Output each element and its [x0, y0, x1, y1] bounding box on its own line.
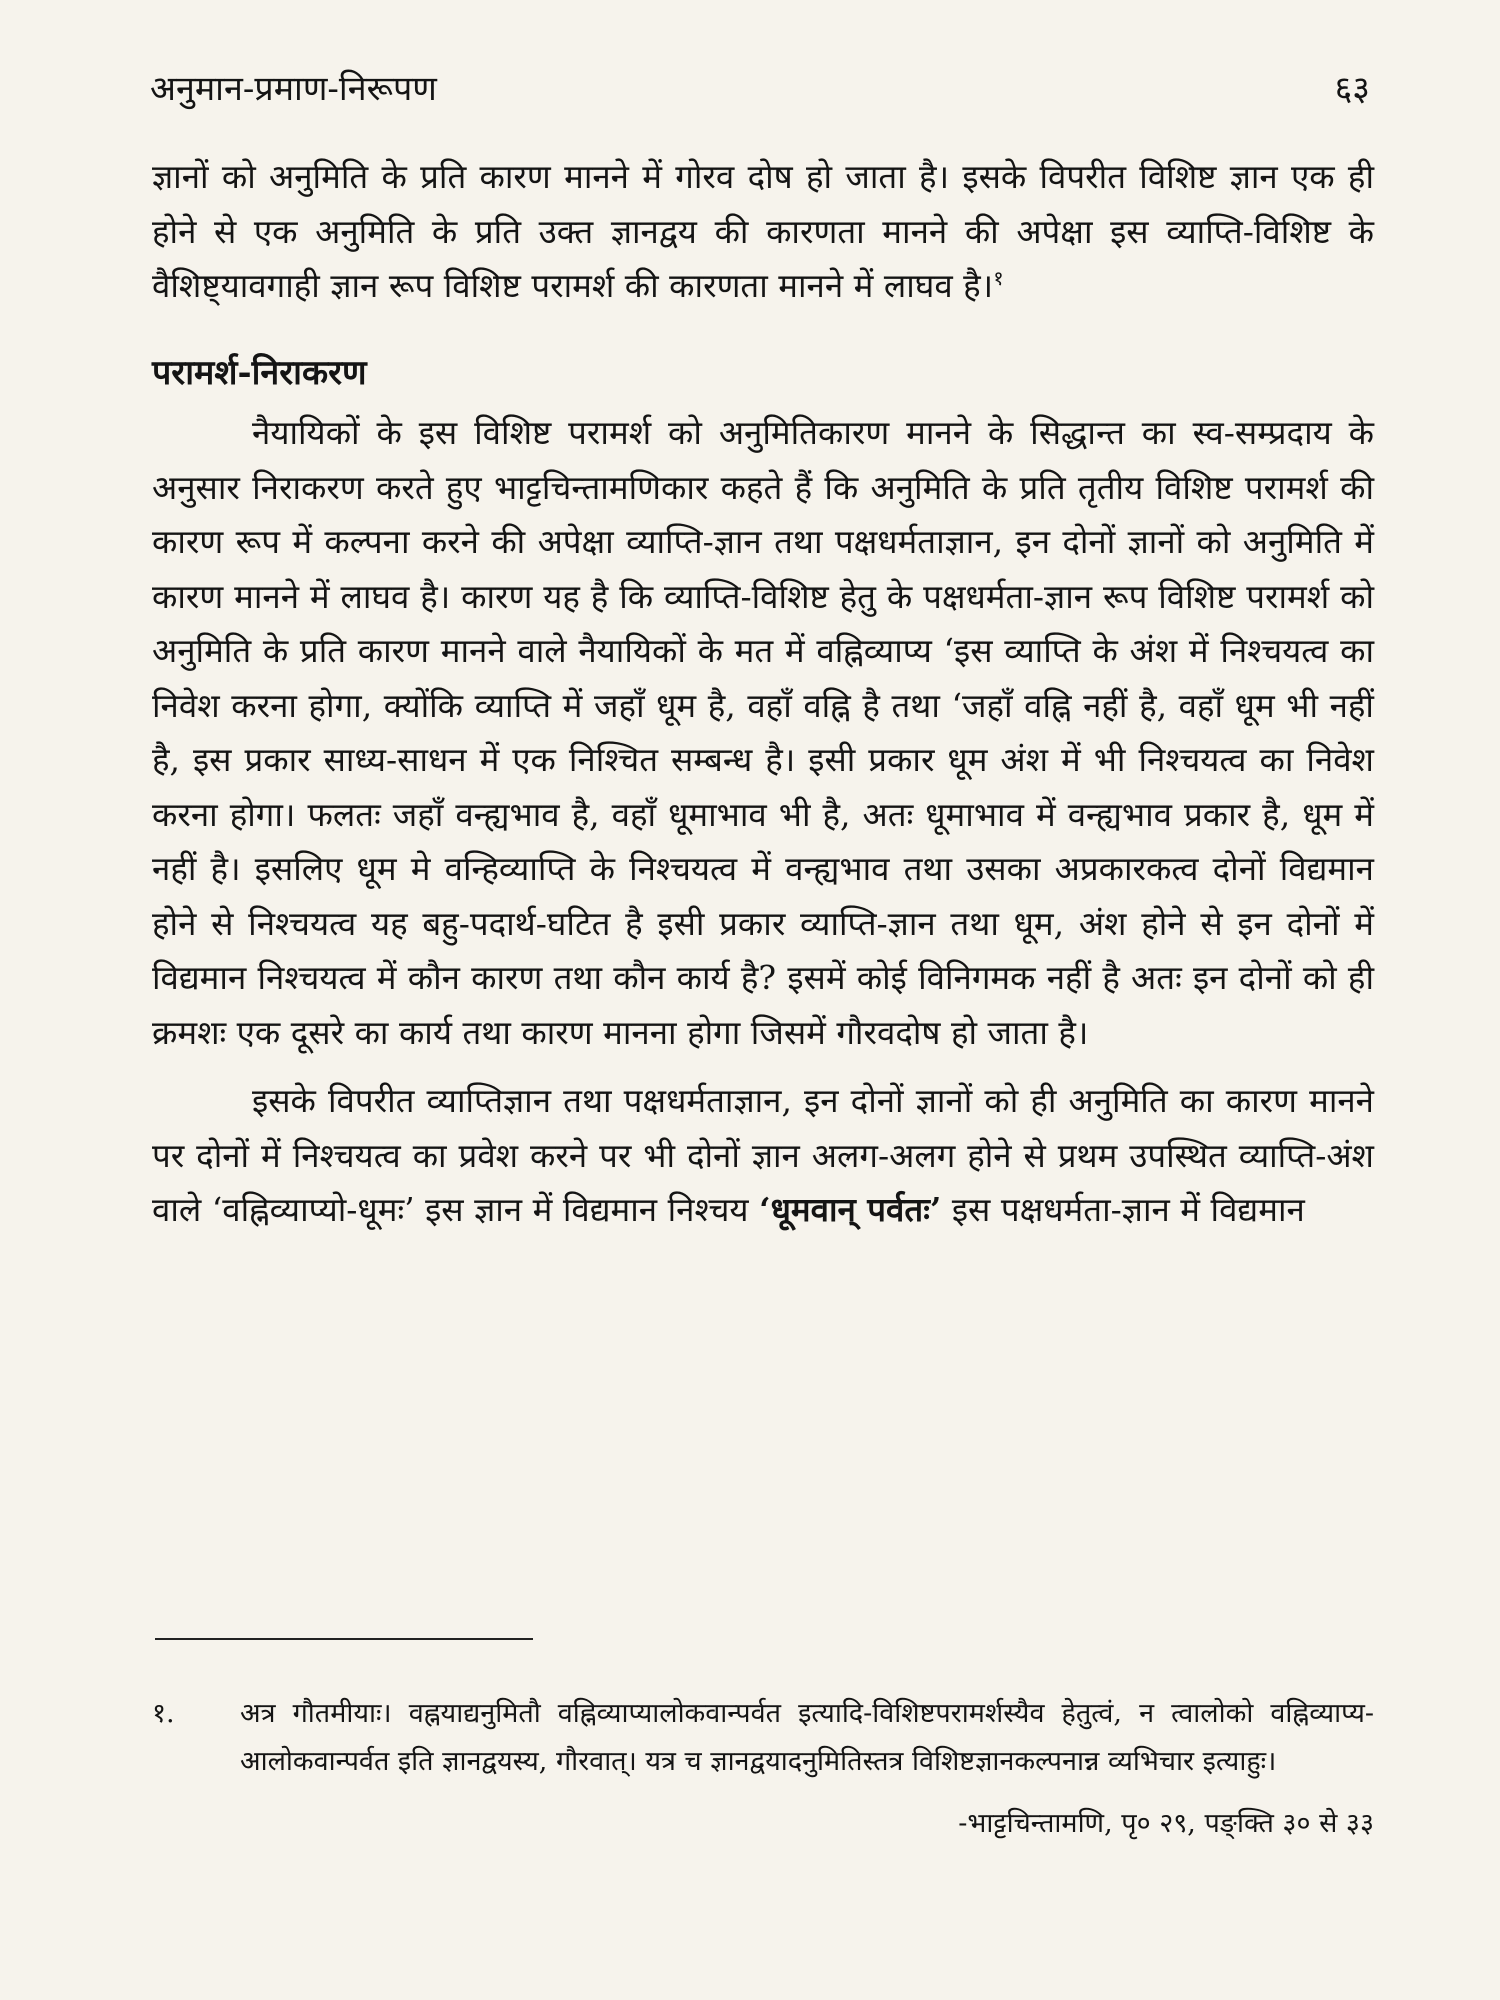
footnote-number: १. [152, 1698, 175, 1729]
paragraph-3-text-start: इसके विपरीत व्याप्तिज्ञान तथा पक्षधर्मताज्ञान, इन दोनों ज्ञानों को ही अनुमिति का कारण मानने पर दोनों में निश्चयत्व का प्रवेश करने पर भी दोनों ज्ञान अलग-अलग होने से प्रथम उपस्थित व्याप्ति-अंश वाले ‘वह्निव्याप्यो-धूमः’ इस ज्ञान में विद्यमान निश्चय [152, 1081, 1374, 1229]
paragraph-1 [152, 150, 1374, 314]
footnote [152, 1690, 1374, 1848]
paragraph-1-text: ज्ञानों को अनुमिति के प्रति कारण मानने में गोरव दोष हो जाता है। इसके विपरीत विशिष्ट ज्ञान एक ही होने से एक अनुमिति के प्रति उक्त ज्ञानद्वय की कारणता मानने की अपेक्षा इस व्याप्ति-विशिष्ट के वैशिष्ट्यावगाही ज्ञान रूप विशिष्ट परामर्श की कारणता मानने में लाघव है। [152, 157, 1374, 305]
paragraph-3-bold-phrase: ‘धूमवान् पर्वतः’ [759, 1190, 942, 1229]
running-header [150, 64, 1370, 110]
main-text [152, 150, 1374, 1238]
chapter-title: अनुमान-प्रमाण-निरूपण [150, 69, 437, 109]
footnote-source: -भाट्टचिन्तामणि, पृ० २९, पङ्क्ति ३० से ३३ [958, 1808, 1374, 1839]
footnote-divider [155, 1638, 533, 1640]
paragraph-2: नैयायिकों के इस विशिष्ट परामर्श को अनुमितिकारण मानने के सिद्धान्त का स्व-सम्प्रदाय के अनुसार निराकरण करते हुए भाट्टचिन्तामणिकार कहते हैं कि अनुमिति के प्रति तृतीय विशिष्ट परामर्श की कारण रूप में कल्पना करने की अपेक्षा व्याप्ति-ज्ञान तथा पक्षधर्मताज्ञान, इन दोनों ज्ञानों को अनुमिति में कारण मानने में लाघव है। कारण यह है कि व्याप्ति-विशिष्ट हेतु के पक्षधर्मता-ज्ञान रूप विशिष्ट परामर्श को अनुमिति के प्रति कारण मानने वाले नैयायिकों के मत में वह्निव्याप्य ‘इस व्याप्ति के अंश में निश्चयत्व का निवेश करना होगा, क्योंकि व्याप्ति में जहाँ धूम है, वहाँ वह्नि है तथा ‘जहाँ वह्नि नहीं है, वहाँ धूम भी नहीं है, इस प्रकार साध्य-साधन में एक निश्चित सम्बन्ध है। इसी प्रकार धूम अंश में भी निश्चयत्व का निवेश करना होगा। फलतः जहाँ वन्ह्यभाव है, वहाँ धूमाभाव भी है, अतः धूमाभाव में वन्ह्यभाव प्रकार है, धूम में नहीं है। इसलिए धूम मे वन्हिव्याप्ति के निश्चयत्व में वन्ह्यभाव तथा उसका अप्रकारकत्व दोनों विद्यमान होने से निश्चयत्व यह बहु-पदार्थ-घटित है इसी प्रकार व्याप्ति-ज्ञान तथा धूम, अंश होने से इन दोनों में विद्यमान निश्चयत्व में कौन कारण तथा कौन कार्य है? इसमें कोई विनिगमक नहीं है अतः इन दोनों को ही क्रमशः एक दूसरे का कार्य तथा कारण मानना होगा जिसमें गौरवदोष हो जाता है। [152, 413, 1374, 1052]
paragraph-3 [152, 1074, 1374, 1238]
section-heading: परामर्श-निराकरण [152, 352, 367, 393]
footnote-marker: १ [993, 266, 1004, 290]
footnote-text: अत्र गौतमीयाः। वह्नयाद्यनुमितौ वह्निव्याप्यालोकवान्पर्वत इत्यादि-विशिष्टपरामर्शस्यैव हेतुत्वं, न त्वालोको वह्निव्याप्य-आलोकवान्पर्वत इति ज्ञानद्वयस्य, गौरवात्। यत्र च ज्ञानद्वयादनुमितिस्तत्र विशिष्टज्ञानकल्पनान्न व्यभिचार इत्याहुः। [240, 1698, 1374, 1777]
page-number: ६३ [1334, 69, 1370, 109]
paragraph-3-text-end: इस पक्षधर्मता-ज्ञान में विद्यमान [951, 1190, 1305, 1229]
